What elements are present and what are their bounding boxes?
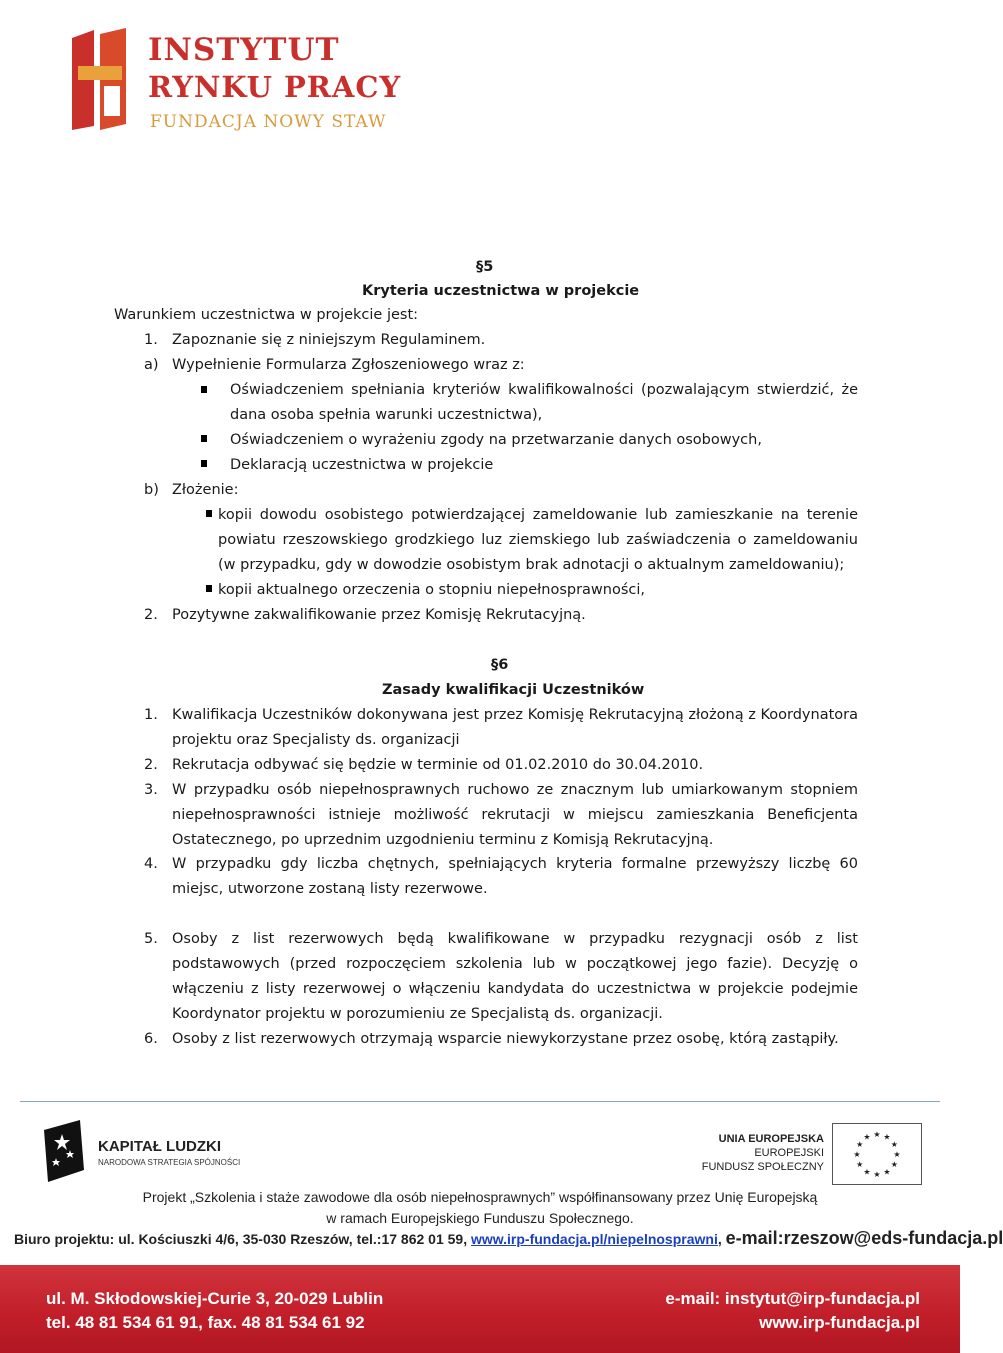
eu-star-icon: ★ <box>856 1160 864 1169</box>
item-number: 1. <box>144 707 158 723</box>
item-number: 2. <box>144 607 158 623</box>
eu-star-icon: ★ <box>873 1130 881 1139</box>
list-item: W przypadku gdy liczba chętnych, spełniających kryteria formalne przewyższy liczbę 60 miejsc, utworzone zostaną listy rezerwowe. <box>172 856 858 897</box>
kapital-ludzki-logo <box>40 1120 260 1184</box>
eu-star-icon: ★ <box>863 1167 871 1177</box>
band-address: ul. M. Skłodowskiej-Curie 3, 20-029 Lublin <box>46 1289 384 1308</box>
eu-label-line2: EUROPEJSKI <box>754 1147 824 1159</box>
office-address: Biuro projektu: ul. Kościuszki 4/6, 35-030 Rzeszów, tel.:17 862 01 59, <box>14 1231 468 1247</box>
list-item: Osoby z list rezerwowych będą kwalifikowane w przypadku rezygnacji osób z list podstawowych (przed rozpoczęciem szkolenia lub w początkowej jego fazie). Decyzję o włączeniu z listy rezerwowej o włączeniu kandydata do uczestnictwa w projekcie podejmie Koordynator projektu w porozumieniu ze Specjalistą ds. organizacji. <box>172 931 858 1022</box>
section6-title: Zasady kwalifikacji Uczestników <box>382 682 645 698</box>
eu-flag-icon <box>832 1123 922 1185</box>
item-number: 2. <box>144 757 158 773</box>
eu-star-icon: ★ <box>890 1160 898 1169</box>
logo-title: INSTYTUT <box>148 32 340 68</box>
list-item: Zapoznanie się z niniejszym Regulaminem. <box>172 332 486 348</box>
bullet-item: Deklaracją uczestnictwa w projekcie <box>230 457 494 473</box>
item-letter: b) <box>144 482 159 498</box>
project-line-2: w ramach Europejskiego Funduszu Społecznego. <box>326 1210 634 1226</box>
footer-divider <box>20 1101 940 1102</box>
logo-mark-icon <box>64 26 134 136</box>
project-office: Biuro projektu: ul. Kościuszki 4/6, 35-030 Rzeszów, tel.:17 862 01 59, www.irp-fundacja.pl/niepelnosprawni, e-mail:rzeszow@eds-fundacja.pl <box>14 1228 1003 1248</box>
contact-band <box>0 1265 960 1353</box>
eu-star-icon: ★ <box>883 1167 891 1177</box>
list-item: Wypełnienie Formularza Zgłoszeniowego wraz z: <box>172 357 525 373</box>
band-phone: tel. 48 81 534 61 91, fax. 48 81 534 61 92 <box>46 1313 365 1332</box>
logo-subtitle: RYNKU PRACY <box>148 70 402 104</box>
section5-title: Kryteria uczestnictwa w projekcie <box>362 283 640 299</box>
list-item: W przypadku osób niepełnosprawnych ruchowo ze znacznym lub umiarkowanym stopniem niepełnosprawności istnieje możliwość rekrutacji w miejscu zamieszkania Beneficjenta Ostatecznego, po uprzednim uzgodnieniu terminu z Komisją Rekrutacyjną. <box>172 782 858 848</box>
eu-star-icon: ★ <box>893 1150 901 1159</box>
eu-star-icon: ★ <box>853 1150 861 1159</box>
item-number: 6. <box>144 1031 158 1047</box>
bullet-square-icon <box>206 510 212 517</box>
eu-star-icon: ★ <box>890 1140 898 1149</box>
section6-number: §6 <box>491 657 509 673</box>
section5-intro: Warunkiem uczestnictwa w projekcie jest: <box>114 307 419 323</box>
list-item: Złożenie: <box>172 482 239 498</box>
bullet-square-icon <box>201 386 207 393</box>
item-number: 4. <box>144 856 158 872</box>
section5-number: §5 <box>476 259 494 275</box>
list-item: Osoby z list rezerwowych otrzymają wsparcie niewykorzystane przez osobę, którą zastąpiły. <box>172 1031 839 1047</box>
logo-tagline: FUNDACJA NOWY STAW <box>150 112 387 132</box>
eu-label-line3: FUNDUSZ SPOŁECZNY <box>701 1161 824 1173</box>
eu-star-icon: ★ <box>856 1140 864 1149</box>
band-website[interactable]: www.irp-fundacja.pl <box>759 1313 920 1332</box>
project-line-1: Projekt „Szkolenia i staże zawodowe dla osób niepełnosprawnych” współfinansowany przez Unię Europejską <box>142 1189 818 1205</box>
eu-label-line1: UNIA EUROPEJSKA <box>718 1133 824 1145</box>
office-email[interactable]: e-mail:rzeszow@eds-fundacja.pl <box>725 1228 1003 1248</box>
bullet-item: kopii dowodu osobistego potwierdzającej zameldowanie lub zamieszkanie na terenie powiatu rzeszowskiego grodzkiego luz ziemskiego lub zaświadczenia o zameldowaniu (w przypadku, gdy w dowodzie osobistym brak adnotacji o aktualnym zameldowaniu); <box>218 507 858 573</box>
list-item: Pozytywne zakwalifikowanie przez Komisję Rekrutacyjną. <box>172 607 586 623</box>
eu-fund-label <box>700 1132 824 1174</box>
institute-logo <box>64 26 404 136</box>
item-number: 1. <box>144 332 158 348</box>
project-website-link[interactable]: www.irp-fundacja.pl/niepelnosprawni <box>471 1231 718 1247</box>
eu-star-icon: ★ <box>883 1132 891 1142</box>
bullet-square-icon <box>201 435 207 442</box>
eu-star-icon: ★ <box>873 1170 881 1179</box>
bullet-item: kopii aktualnego orzeczenia o stopniu niepełnosprawności, <box>218 582 646 598</box>
bullet-item: Oświadczeniem o wyrażeniu zgody na przetwarzanie danych osobowych, <box>230 432 762 448</box>
eu-star-icon: ★ <box>863 1132 871 1142</box>
kapital-ludzki-mark-icon <box>40 1120 88 1184</box>
kapital-ludzki-title: KAPITAŁ LUDZKI <box>98 1138 222 1155</box>
band-email[interactable]: e-mail: instytut@irp-fundacja.pl <box>665 1289 920 1308</box>
kapital-ludzki-subtitle: NARODOWA STRATEGIA SPÓJNOŚCI <box>98 1158 241 1167</box>
list-item: Rekrutacja odbywać się będzie w terminie od 01.02.2010 do 30.04.2010. <box>172 757 704 773</box>
list-item: Kwalifikacja Uczestników dokonywana jest przez Komisję Rekrutacyjną złożoną z Koordynatora projektu oraz Specjalisty ds. organizacji <box>172 707 858 748</box>
bullet-square-icon <box>201 460 207 467</box>
bullet-square-icon <box>206 585 212 592</box>
item-number: 5. <box>144 931 158 947</box>
item-letter: a) <box>144 357 159 373</box>
bullet-item: Oświadczeniem spełniania kryteriów kwalifikowalności (pozwalającym stwierdzić, że dana osoba spełnia warunki uczestnictwa), <box>230 382 858 423</box>
item-number: 3. <box>144 782 158 798</box>
